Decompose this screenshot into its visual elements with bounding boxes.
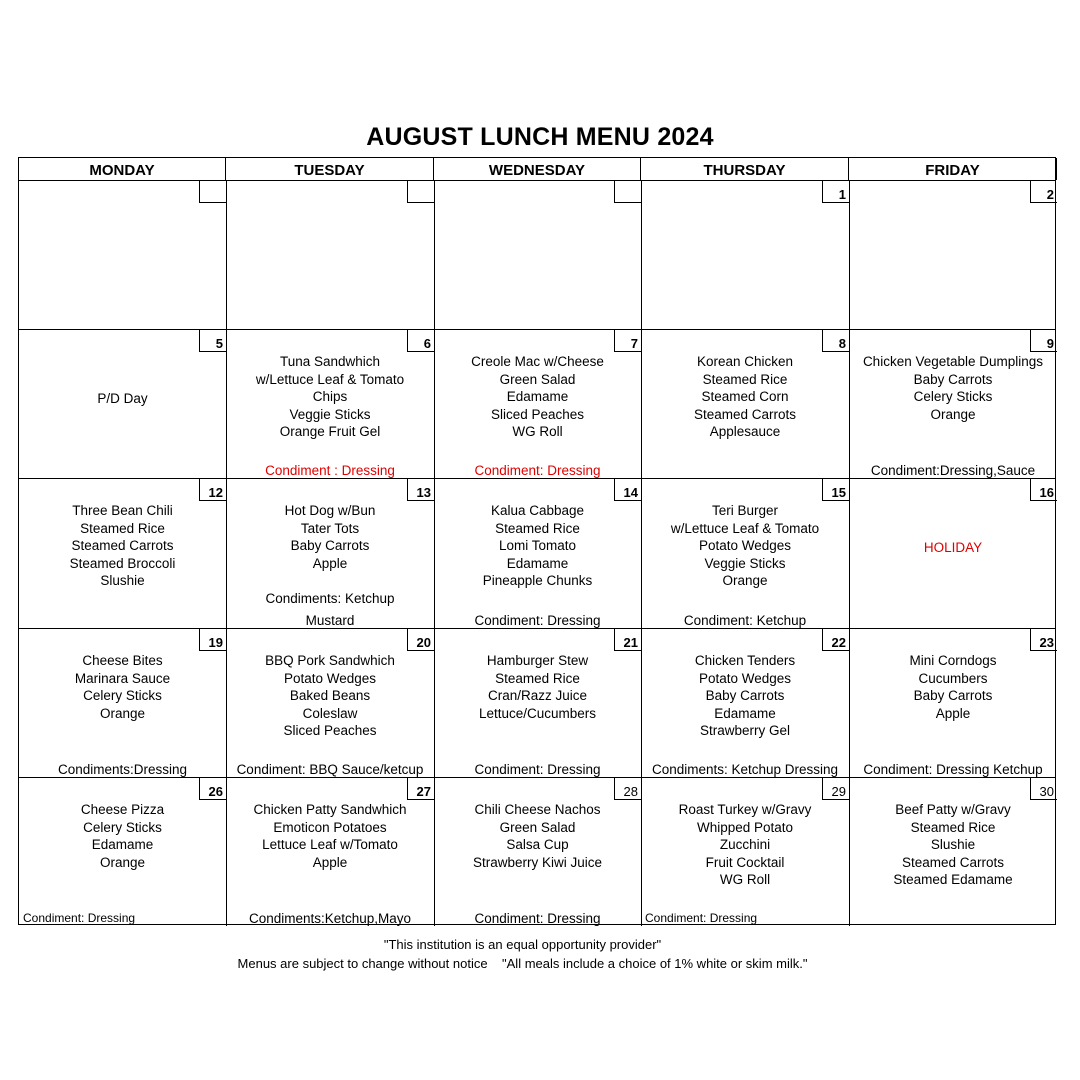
menu-item: Steamed Carrots: [901, 854, 1005, 870]
day-cell: [19, 628, 226, 777]
menu-item: Apple: [312, 555, 348, 571]
day-cell: [849, 478, 1057, 628]
menu-item: Emoticon Potatoes: [273, 819, 387, 835]
date-number: 14: [614, 478, 641, 501]
menu-item: Baked Beans: [289, 688, 371, 704]
menu-item: Baby Carrots: [705, 688, 785, 704]
day-cell: [849, 777, 1057, 926]
menu-item: WG Roll: [719, 872, 771, 888]
menu-items: [226, 353, 434, 441]
menu-items: [434, 652, 641, 722]
day-cell: [641, 180, 849, 329]
menu-item: w/Lettuce Leaf & Tomato: [255, 371, 405, 387]
menu-item: Creole Mac w/Cheese: [471, 354, 604, 369]
menu-items: [641, 353, 849, 441]
day-header-monday: MONDAY: [19, 158, 226, 180]
day-cell: [434, 180, 641, 329]
menu-item: Lomi Tomato: [498, 538, 577, 554]
date-number: 8: [822, 329, 849, 352]
menu-item: Edamame: [714, 705, 776, 721]
menu-item: Green Salad: [499, 371, 576, 387]
menu-item: Baby Carrots: [913, 688, 993, 704]
date-number: [199, 180, 226, 203]
day-cell: [226, 777, 434, 926]
day-cell: [434, 478, 641, 628]
menu-item: Zucchini: [719, 837, 771, 853]
menu-item: Korean Chicken: [696, 354, 794, 369]
menu-item: Cheese Bites: [82, 653, 163, 668]
menu-item: Orange Fruit Gel: [279, 424, 381, 440]
menu-items: [19, 801, 226, 871]
menu-items: [226, 652, 434, 740]
menu-item: Strawberry Gel: [699, 723, 791, 739]
menu-item: Pineapple Chunks: [482, 573, 593, 589]
menu-items: [19, 502, 226, 590]
menu-item: Cheese Pizza: [80, 802, 165, 817]
menu-items: [434, 801, 641, 871]
menu-item: Chicken Patty Sandwhich: [253, 802, 407, 817]
menu-item: Apple: [312, 854, 348, 870]
menu-item: Lettuce/Cucumbers: [478, 705, 597, 721]
date-number: 16: [1030, 478, 1057, 501]
menu-item: Potato Wedges: [698, 670, 792, 686]
menu-item: Strawberry Kiwi Juice: [472, 854, 603, 870]
menu-item: Veggie Sticks: [704, 555, 786, 571]
menu-item: Mini Corndogs: [909, 653, 997, 668]
date-number: 7: [614, 329, 641, 352]
date-number: 12: [199, 478, 226, 501]
date-number: 9: [1030, 329, 1057, 352]
date-number: [614, 180, 641, 203]
menu-item: Potato Wedges: [283, 670, 377, 686]
condiment-line: Condiment : Dressing: [265, 463, 395, 478]
day-header-thursday: THURSDAY: [641, 158, 849, 180]
condiment-line: Condiment: Dressing: [23, 911, 136, 925]
menu-item: Steamed Rice: [702, 371, 788, 387]
condiment-line: Condiments: Ketchup Dressing: [651, 762, 839, 777]
menu-items: [849, 801, 1057, 889]
day-cell: [849, 180, 1057, 329]
menu-item: Roast Turkey w/Gravy: [678, 802, 812, 817]
date-number: 28: [614, 777, 641, 800]
day-cell: [19, 329, 226, 478]
menu-item: Celery Sticks: [913, 389, 993, 405]
day-cell: [19, 478, 226, 628]
menu-item: Steamed Rice: [495, 670, 580, 686]
menu-item: Edamame: [506, 555, 569, 571]
condiment-line: Condiments:Ketchup,Mayo: [248, 911, 412, 926]
menu-item: Celery Sticks: [83, 688, 162, 704]
menu-item: Veggie Sticks: [289, 406, 371, 422]
menu-item: [226, 572, 434, 590]
condiment-line: Condiment: Dressing: [474, 463, 601, 478]
condiment-line: Condiment: Dressing Ketchup: [863, 762, 1043, 777]
condiment-line: Condiments: Ketchup: [265, 590, 395, 606]
date-number: 13: [407, 478, 434, 501]
menu-item: BBQ Pork Sandwhich: [265, 653, 395, 668]
menu-item: Tuna Sandwhich: [279, 354, 381, 369]
day-cell: [641, 777, 849, 926]
menu-item: Chicken Tenders: [694, 653, 796, 668]
date-number: 1: [822, 180, 849, 203]
menu-item: Salsa Cup: [506, 837, 569, 853]
menu-item: Teri Burger: [711, 503, 779, 518]
menu-item: Fruit Cocktail: [705, 854, 785, 870]
condiment-line: Condiment: Dressing: [645, 911, 758, 925]
menu-item: Steamed Carrots: [693, 406, 797, 422]
day-header-friday: FRIDAY: [849, 158, 1057, 180]
menu-item: Slushie: [100, 573, 145, 589]
menu-items: [434, 353, 641, 441]
menu-items: [849, 652, 1057, 722]
menu-item: Steamed Rice: [495, 520, 580, 536]
date-number: 22: [822, 628, 849, 651]
menu-item: Kalua Cabbage: [490, 503, 585, 518]
menu-item: Edamame: [91, 837, 154, 853]
menu-item: Tater Tots: [300, 520, 360, 536]
date-number: 27: [407, 777, 434, 800]
condiment-line: Condiment: Dressing: [474, 762, 601, 777]
condiment-line: Condiment: Ketchup: [683, 613, 807, 628]
menu-item: Whipped Potato: [696, 819, 794, 835]
menu-item: Applesauce: [709, 424, 781, 440]
menu-item: Baby Carrots: [913, 371, 993, 387]
day-cell: [19, 777, 226, 926]
day-cell: [641, 628, 849, 777]
menu-item: Steamed Corn: [701, 389, 789, 405]
menu-item: Steamed Carrots: [71, 538, 174, 554]
footer-notice: Menus are subject to change without notice "All meals include a choice of 1% white or skim milk.": [237, 956, 808, 971]
day-cell: [849, 329, 1057, 478]
menu-item: Hamburger Stew: [486, 653, 589, 668]
menu-items: [641, 801, 849, 889]
menu-item: Potato Wedges: [698, 538, 792, 554]
day-header-tuesday: TUESDAY: [226, 158, 434, 180]
menu-items: [226, 801, 434, 871]
menu-item: Steamed Edamame: [893, 872, 1013, 888]
menu-item: Green Salad: [499, 819, 576, 835]
page-title: AUGUST LUNCH MENU 2024: [366, 123, 714, 151]
condiment-line: Condiment: Dressing: [474, 613, 601, 628]
menu-item: Baby Carrots: [290, 538, 370, 554]
condiment-line: Mustard: [305, 613, 355, 628]
date-number: [407, 180, 434, 203]
menu-item: Celery Sticks: [83, 819, 162, 835]
day-cell: [434, 777, 641, 926]
menu-item: Marinara Sauce: [74, 670, 171, 686]
day-cell: [226, 329, 434, 478]
menu-item: Slushie: [930, 837, 976, 853]
date-number: 6: [407, 329, 434, 352]
day-cell: [226, 180, 434, 329]
menu-item: Steamed Rice: [910, 819, 996, 835]
menu-item: Sliced Peaches: [490, 406, 585, 422]
menu-item: Apple: [935, 705, 971, 721]
day-cell: [226, 628, 434, 777]
menu-item: Beef Patty w/Gravy: [895, 802, 1011, 817]
date-number: 30: [1030, 777, 1057, 800]
menu-item: Steamed Broccoli: [69, 555, 176, 571]
menu-item: Chips: [312, 389, 348, 405]
day-cell: [434, 329, 641, 478]
menu-item: WG Roll: [512, 424, 563, 440]
menu-item: Coleslaw: [302, 705, 358, 721]
footer-equal-opportunity: "This institution is an equal opportunity provider": [383, 937, 662, 952]
day-note: P/D Day: [97, 391, 148, 406]
menu-item: Steamed Rice: [80, 520, 165, 536]
menu-items: [641, 502, 849, 590]
menu-item: Orange: [722, 573, 768, 589]
day-cell: [641, 478, 849, 628]
date-number: 15: [822, 478, 849, 501]
menu-items: [19, 652, 226, 722]
date-number: 21: [614, 628, 641, 651]
menu-item: Orange: [930, 406, 976, 422]
condiment-line: Condiment: Dressing: [474, 911, 601, 926]
menu-item: Orange: [99, 854, 146, 870]
menu-item: Cucumbers: [918, 670, 988, 686]
menu-items: [641, 652, 849, 740]
menu-item: Sliced Peaches: [283, 723, 377, 739]
date-number: 5: [199, 329, 226, 352]
day-cell: [641, 329, 849, 478]
holiday-label: HOLIDAY: [923, 540, 983, 555]
day-cell: [849, 628, 1057, 777]
date-number: 20: [407, 628, 434, 651]
menu-item: w/Lettuce Leaf & Tomato: [670, 520, 820, 536]
menu-items: [849, 353, 1057, 423]
menu-calendar: [18, 157, 1056, 925]
menu-item: Orange: [99, 705, 146, 721]
menu-item: Three Bean Chili: [72, 503, 173, 518]
menu-item: Cran/Razz Juice: [487, 688, 588, 704]
condiment-line: Condiments:Dressing: [57, 762, 188, 777]
day-header-wednesday: WEDNESDAY: [434, 158, 641, 180]
date-number: 19: [199, 628, 226, 651]
day-cell: [434, 628, 641, 777]
day-cell: [19, 180, 226, 329]
menu-item: Chili Cheese Nachos: [474, 802, 601, 817]
menu-item: Lettuce Leaf w/Tomato: [262, 837, 398, 853]
date-number: 26: [199, 777, 226, 800]
menu-item: Hot Dog w/Bun: [284, 503, 376, 518]
condiment-line: Condiment:Dressing,Sauce: [870, 463, 1036, 478]
menu-item: Edamame: [506, 389, 569, 405]
date-number: 23: [1030, 628, 1057, 651]
menu-item: Chicken Vegetable Dumplings: [862, 354, 1044, 369]
menu-items: [226, 502, 434, 608]
date-number: 2: [1030, 180, 1057, 203]
menu-items: [434, 502, 641, 590]
day-cell: [226, 478, 434, 628]
date-number: 29: [822, 777, 849, 800]
condiment-line: Condiment: BBQ Sauce/ketcup: [236, 762, 424, 777]
